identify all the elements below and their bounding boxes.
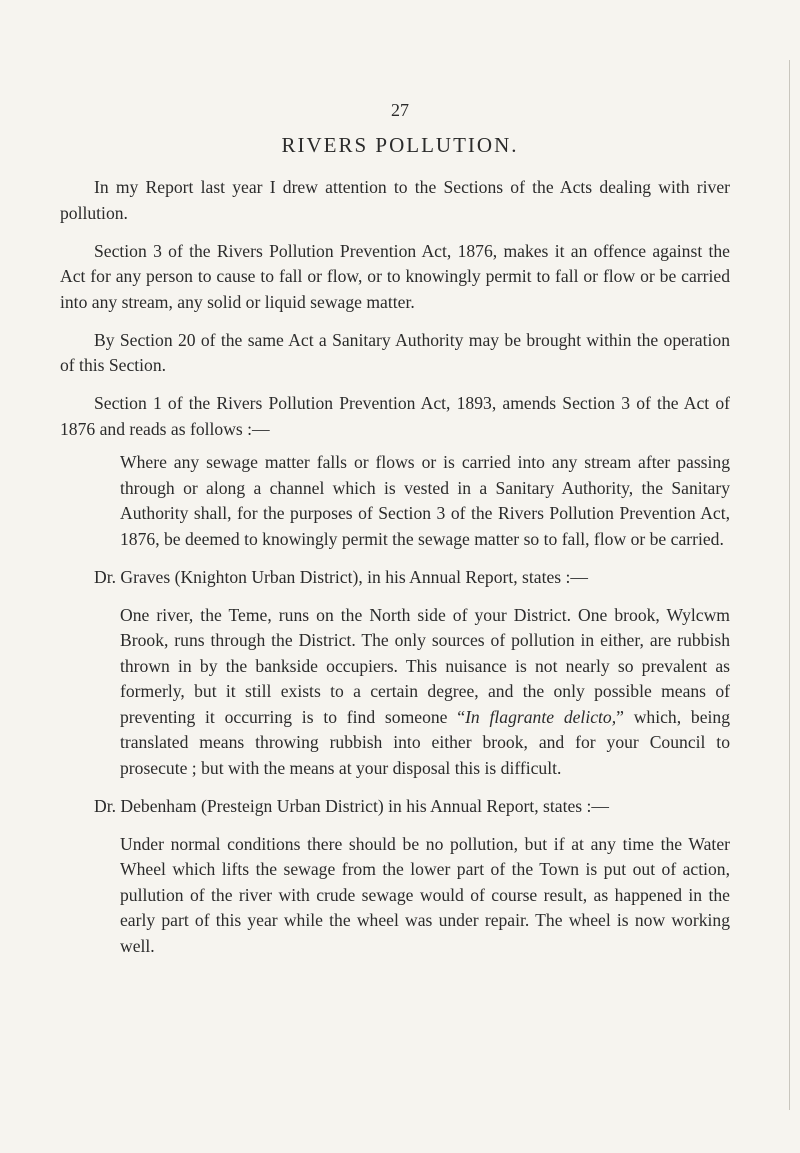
paragraph-section-3: Section 3 of the Rivers Pollution Prevention Act, 1876, makes it an offence against the Act for any person to cause to fall or flow, or to knowingly permit to fall or flow or be carried into any stream, any solid or liquid sewage matter. <box>60 240 730 312</box>
quote-dr-graves-part1: One river, the Teme, runs on the North side of your District. One brook, Wylcwm Brook, runs through the District. The only sources of pollution in either, are rubbish thrown in by the bankside occupiers. This nuisance is not nearly so prevalent as formerly, but it still exists to a certain degree, and the only possible means of preventing it occurring is to find someone “ <box>120 604 730 727</box>
quote-dr-graves-part2: ” which, being translated means throwing rubbish into either brook, and for your Council to prosecute ; but with the means at your disposal this is difficult. <box>120 706 730 778</box>
paragraph-intro: In my Report last year I drew attention to the Sections of the Acts dealing with river pollution. <box>60 177 730 223</box>
paragraph-1893-amendment: Section 1 of the Rivers Pollution Prevention Act, 1893, amends Section 3 of the Act of 1876 and reads as follows :— <box>60 393 730 439</box>
section-title: RIVERS POLLUTION. <box>281 133 519 157</box>
paragraph-dr-debenham: Dr. Debenham (Presteign Urban District) in his Annual Report, states :— <box>94 795 610 816</box>
quote-amendment-text: Where any sewage matter falls or flows or is carried into any stream after passing through or along a channel which is vested in a Sanitary Authority, the Sanitary Authority shall, for the purposes of Section 3 of the Rivers Pollution Prevention Act, 1876, be deemed to knowingly permit the sewage matter so to fall, flow or be carried. <box>120 452 730 549</box>
quote-dr-graves <box>120 603 730 782</box>
page-edge-line <box>789 60 790 1110</box>
paragraph-section-20: By Section 20 of the same Act a Sanitary Authority may be brought within the operation of this Section. <box>60 329 730 375</box>
quote-dr-graves-latin: In flagrante delicto, <box>465 706 617 727</box>
report-body <box>60 175 730 972</box>
page-number: 27 <box>391 100 409 120</box>
paragraph-dr-graves: Dr. Graves (Knighton Urban District), in his Annual Report, states :— <box>94 566 589 587</box>
quote-dr-debenham: Under normal conditions there should be no pollution, but if at any time the Water Wheel which lifts the sewage from the lower part of the Town is put out of action, pullution of the river with crude sewage would of course result, as happened in the early part of this year while the wheel was under repair. The wheel is now working well. <box>120 833 730 956</box>
